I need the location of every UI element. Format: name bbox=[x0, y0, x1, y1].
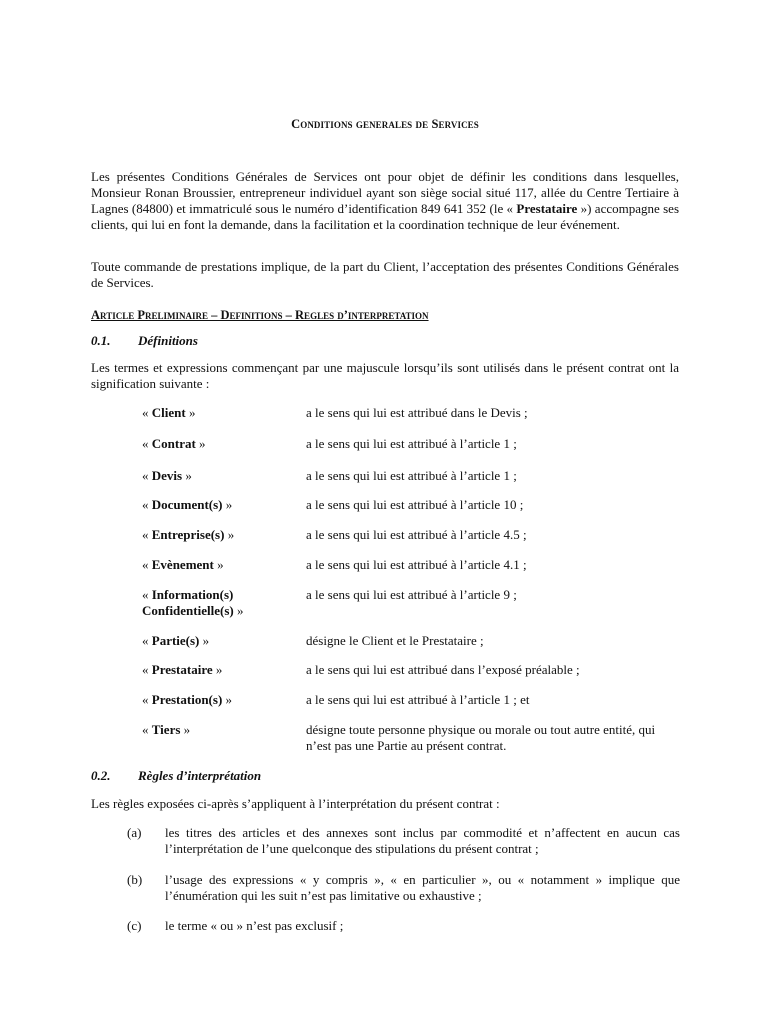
rule-text: le terme « ou » n’est pas exclusif ; bbox=[165, 918, 344, 933]
definition-description: a le sens qui lui est attribué à l’article 4.1 ; bbox=[306, 557, 527, 572]
definition-description: a le sens qui lui est attribué à l’article 9 ; bbox=[306, 587, 517, 602]
intro-text-bold: Prestataire bbox=[516, 201, 578, 216]
document-title: Conditions generales de Services bbox=[291, 117, 479, 131]
section-number: 0.1. bbox=[91, 333, 111, 348]
section-title: Règles d’interprétation bbox=[138, 768, 262, 783]
intro-text-before: Les présentes Conditions Générales de Services ont pour objet de définir les conditions dans lesquelles, Monsieur Ronan Broussier, entrepreneur individuel ayant son siège social situé 117, allée du Centre Tertiaire à Lagnes (84800) et immatriculé sous le numéro d’identification 849 641 352 (le « bbox=[91, 169, 679, 216]
definition-term: « Devis » bbox=[142, 468, 192, 483]
rule-label: (c) bbox=[127, 918, 142, 933]
rules-intro: Les règles exposées ci-après s’appliquent à l’interprétation du présent contrat : bbox=[91, 796, 500, 811]
definition-term: « Contrat » bbox=[142, 436, 206, 451]
section-title: Définitions bbox=[138, 333, 198, 348]
definition-term: « Document(s) » bbox=[142, 497, 233, 512]
definition-description: a le sens qui lui est attribué dans le Devis ; bbox=[306, 405, 528, 420]
definition-description: a le sens qui lui est attribué à l’article 1 ; bbox=[306, 468, 517, 483]
definition-term: « Information(s) Confidentielle(s) » bbox=[142, 587, 244, 618]
order-paragraph: Toute commande de prestations implique, de la part du Client, l’acceptation des présentes Conditions Générales de Services. bbox=[91, 259, 679, 290]
definitions-intro: Les termes et expressions commençant par une majuscule lorsqu’ils sont utilisés dans le présent contrat ont la signification suivante : bbox=[91, 360, 679, 391]
article-heading: Article Preliminaire – Definitions – Regles d’interpretation bbox=[91, 308, 429, 322]
definition-description: a le sens qui lui est attribué à l’article 1 ; et bbox=[306, 692, 530, 707]
definition-term: « Partie(s) » bbox=[142, 633, 210, 648]
rule-text: les titres des articles et des annexes sont inclus par commodité et n’affectent en aucun cas l’interprétation de l’une quelconque des stipulations du présent contrat ; bbox=[165, 825, 680, 856]
definition-term: « Tiers » bbox=[142, 722, 191, 737]
intro-text-after: ») accompagne ses clients, qui lui en font la demande, dans la facilitation et la coordination technique de leur événement. bbox=[91, 201, 680, 232]
definition-description: a le sens qui lui est attribué à l’article 4.5 ; bbox=[306, 527, 527, 542]
definition-term: « Evènement » bbox=[142, 557, 224, 572]
section-number: 0.2. bbox=[91, 768, 111, 783]
definition-term: « Prestation(s) » bbox=[142, 692, 233, 707]
definition-term: « Client » bbox=[142, 405, 196, 420]
intro-paragraph bbox=[91, 169, 679, 233]
definition-term: « Entreprise(s) » bbox=[142, 527, 235, 542]
definition-description: a le sens qui lui est attribué dans l’exposé préalable ; bbox=[306, 662, 580, 677]
rule-label: (a) bbox=[127, 825, 142, 840]
definition-term: « Prestataire » bbox=[142, 662, 223, 677]
definition-description: désigne toute personne physique ou morale ou tout autre entité, qui n’est pas une Partie au présent contrat. bbox=[306, 722, 656, 753]
definition-description: a le sens qui lui est attribué à l’article 10 ; bbox=[306, 497, 524, 512]
definition-description: désigne le Client et le Prestataire ; bbox=[306, 633, 484, 648]
definition-description: a le sens qui lui est attribué à l’article 1 ; bbox=[306, 436, 517, 451]
rule-text: l’usage des expressions « y compris », « en particulier », ou « notamment » implique que l’énumération qui les suit n’est pas limitative ou exhaustive ; bbox=[165, 872, 680, 903]
rule-label: (b) bbox=[127, 872, 143, 887]
